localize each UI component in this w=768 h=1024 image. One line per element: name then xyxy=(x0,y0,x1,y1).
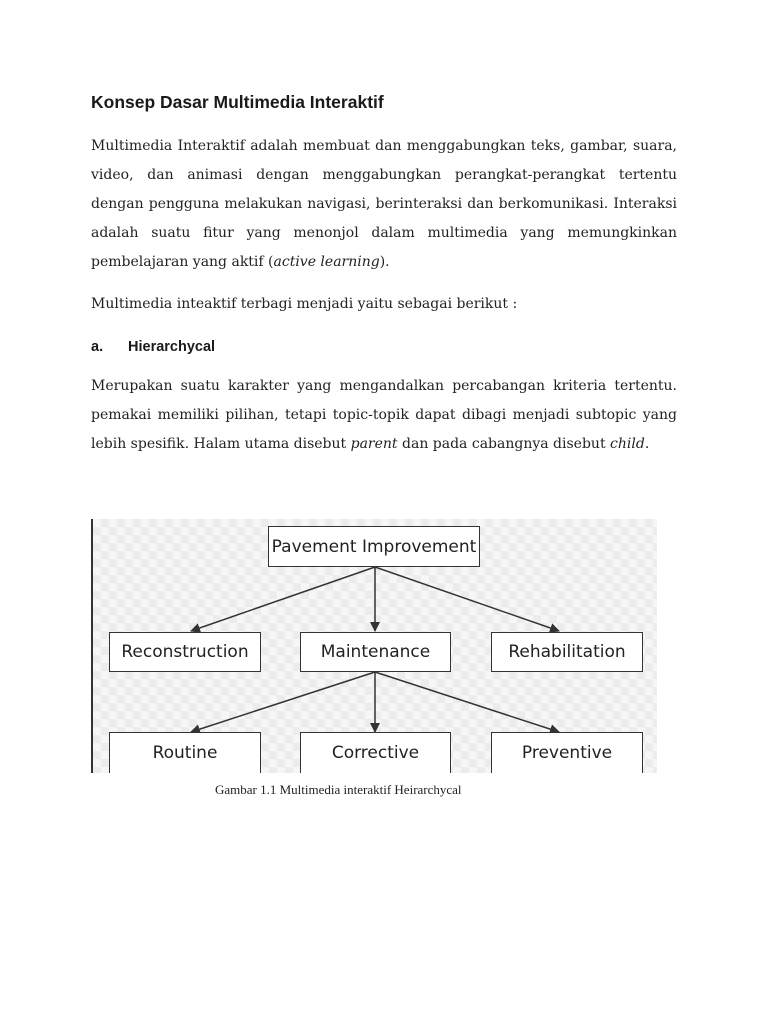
node-root: Pavement Improvement xyxy=(268,526,480,567)
hierarchy-text-2: dan pada cabangnya disebut xyxy=(397,436,611,452)
arrow-maintenance-to-preventive xyxy=(375,672,559,732)
arrow-root-to-rehabilitation xyxy=(375,567,559,631)
intro-text: Multimedia Interaktif adalah membuat dan menggabungkan teks, gambar, suara, video, dan animasi dengan menggabungkan perangkat-perangkat tertentu dengan pengguna melakukan navigasi, berinteraksi dan berkomunikasi. Interaksi adalah suatu fitur yang menonjol dalam multimedia yang memungkinkan pembelajaran yang aktif ( xyxy=(91,138,677,270)
node-corrective: Corrective xyxy=(300,732,451,773)
subsection-heading xyxy=(91,339,215,355)
page-title: Konsep Dasar Multimedia Interaktif xyxy=(91,92,384,112)
intro-italic-term: active learning xyxy=(273,254,380,270)
node-routine: Routine xyxy=(109,732,261,773)
intro-paragraph xyxy=(91,132,677,277)
subsection-title: Hierarchycal xyxy=(128,339,216,355)
intro-end: ). xyxy=(379,254,390,270)
parent-term: parent xyxy=(350,436,398,452)
subsection-marker: a. xyxy=(91,339,104,355)
hierarchy-paragraph xyxy=(91,372,677,459)
node-maintenance: Maintenance xyxy=(300,632,451,672)
hierarchy-text-1: Merupakan suatu karakter yang mengandalkan percabangan kriteria tertentu. pemakai memiliki pilihan, tetapi topic-topik dapat dibagi menjadi subtopic yang lebih spesifik. Halam utama disebut xyxy=(91,378,677,452)
node-preventive: Preventive xyxy=(491,732,643,773)
node-reconstruction: Reconstruction xyxy=(109,632,261,672)
hierarchy-text-3: . xyxy=(644,436,650,452)
types-paragraph: Multimedia inteaktif terbagi menjadi yaitu sebagai berikut : xyxy=(91,296,518,312)
node-rehabilitation: Rehabilitation xyxy=(491,632,643,672)
arrow-root-to-reconstruction xyxy=(191,567,375,631)
arrow-maintenance-to-routine xyxy=(191,672,375,732)
figure-caption: Gambar 1.1 Multimedia interaktif Heirarchycal xyxy=(215,782,462,797)
hierarchy-diagram xyxy=(91,519,657,773)
child-term: child xyxy=(610,436,645,452)
